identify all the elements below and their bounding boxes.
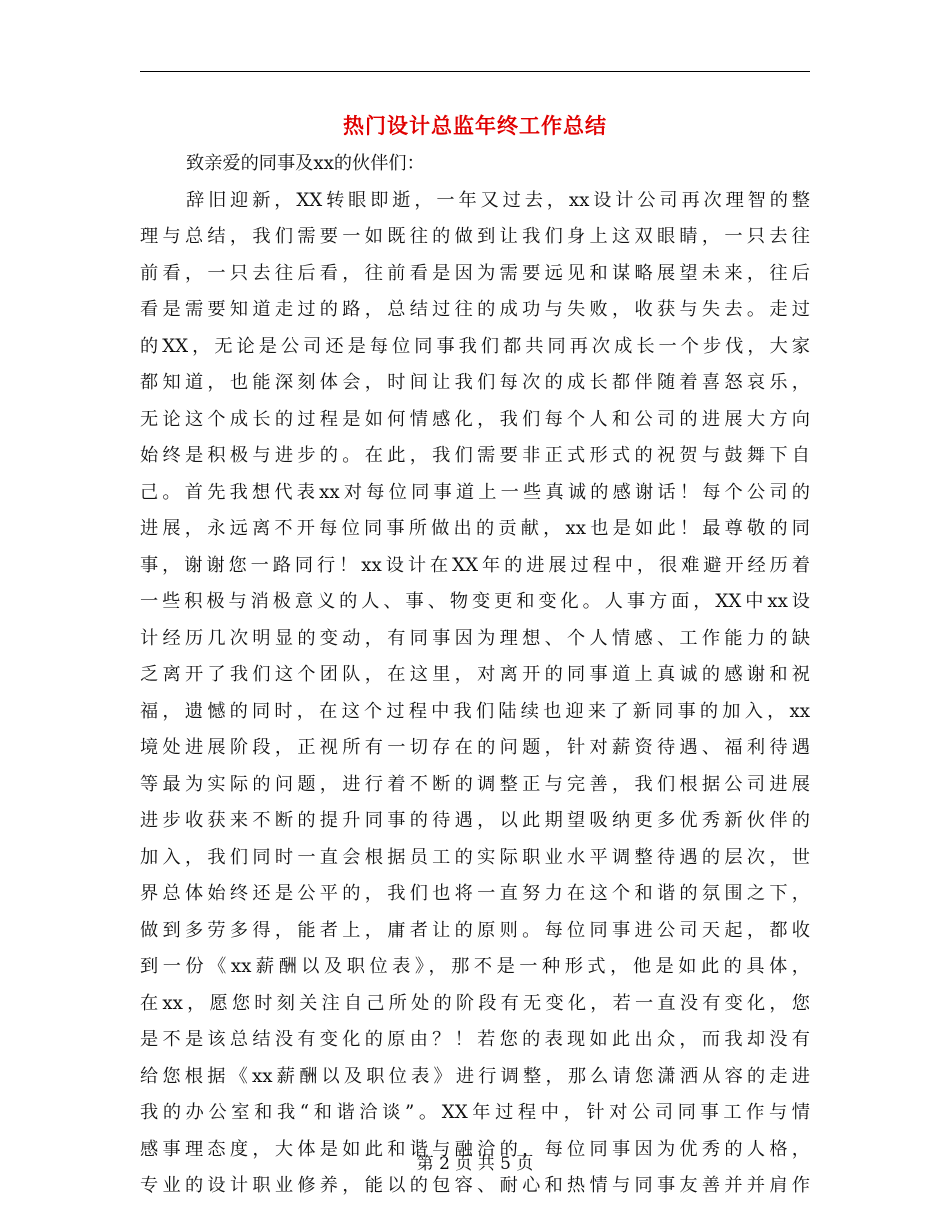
paragraph-line: 到一份《xx薪酬以及职位表》，那不是一种形式，他是如此的具体， bbox=[140, 956, 810, 977]
paragraph-line: 境处进展阶段，正视所有一切存在的问题，针对薪资待遇、福利待遇 bbox=[140, 737, 810, 758]
paragraph-line: 是不是该总结没有变化的原由？！若您的表现如此出众，而我却没有 bbox=[140, 1029, 810, 1050]
header-rule bbox=[140, 71, 810, 72]
paragraph-line: 乏离开了我们这个团队，在这里，对离开的同事道上真诚的感谢和祝 bbox=[140, 664, 810, 685]
paragraph-line: 一些积极与消极意义的人、事、物变更和变化。人事方面，XX中xx设 bbox=[140, 591, 810, 612]
paragraph-line: 加入，我们同时一直会根据员工的实际职业水平调整待遇的层次，世 bbox=[140, 846, 810, 868]
paragraph-line: 事，谢谢您一路同行！xx设计在XX年的进展过程中，很难避开经历着 bbox=[140, 554, 810, 576]
paragraph-line: 辞旧迎新，XX转眼即逝，一年又过去，xx设计公司再次理智的整 bbox=[186, 189, 810, 211]
paragraph-line: 专业的设计职业修养，能以的包容、耐心和热情与同事友善并并肩作 bbox=[140, 1175, 810, 1196]
document-title: 热门设计总监年终工作总结 bbox=[343, 113, 607, 138]
paragraph-line: 我的办公室和我“和谐洽谈”。XX年过程中，针对公司同事工作与情 bbox=[140, 1102, 810, 1123]
document-body bbox=[140, 146, 810, 1205]
paragraph-line: 无论这个成长的过程是如何情感化，我们每个人和公司的进展大方向 bbox=[140, 408, 810, 430]
paragraph-line: 给您根据《xx薪酬以及职位表》进行调整，那么请您潇洒从容的走进 bbox=[140, 1065, 810, 1087]
paragraph-line: 进展，永远离不开每位同事所做出的贡献，xx也是如此！最尊敬的同 bbox=[140, 518, 810, 539]
paragraph-line: 等最为实际的问题，进行着不断的调整正与完善，我们根据公司进展 bbox=[140, 773, 810, 795]
paragraph-line: 做到多劳多得，能者上，庸者让的原则。每位同事进公司天起，都收 bbox=[140, 919, 810, 941]
paragraph-line: 福，遗憾的同时，在这个过程中我们陆续也迎来了新同事的加入，xx bbox=[140, 700, 810, 722]
paragraph-line: 界总体始终还是公平的，我们也将一直努力在这个和谐的氛围之下， bbox=[140, 883, 810, 904]
paragraph-line: 前看，一只去往后看，往前看是因为需要远见和谋略展望未来，往后 bbox=[140, 262, 810, 284]
salutation-line: 致亲爱的同事及xx的伙伴们： bbox=[186, 153, 425, 174]
page-number-footer: 第 2 页 共 5 页 bbox=[416, 1154, 534, 1174]
paragraph-line: 理与总结，我们需要一如既往的做到让我们身上这双眼睛，一只去往 bbox=[140, 226, 810, 247]
paragraph-line: 在xx，愿您时刻关注自己所处的阶段有无变化，若一直没有变化，您 bbox=[140, 992, 810, 1014]
paragraph-line: 计经历几次明显的变动，有同事因为理想、个人情感、工作能力的缺 bbox=[140, 627, 810, 649]
paragraph-line: 己。首先我想代表xx对每位同事道上一些真诚的感谢话！每个公司的 bbox=[140, 481, 810, 503]
paragraph-line: 看是需要知道走过的路，总结过往的成功与失败，收获与失去。走过 bbox=[140, 299, 810, 320]
paragraph-line: 始终是积极与进步的。在此，我们需要非正式形式的祝贺与鼓舞下自 bbox=[140, 445, 810, 466]
paragraph-line: 都知道，也能深刻体会，时间让我们每次的成长都伴随着喜怒哀乐， bbox=[140, 372, 810, 393]
paragraph-line: 进步收获来不断的提升同事的待遇，以此期望吸纳更多优秀新伙伴的 bbox=[140, 810, 810, 831]
paragraph-line: 的XX，无论是公司还是每位同事我们都共同再次成长一个步伐，大家 bbox=[140, 335, 810, 357]
paragraph-line: 感事理态度，大体是如此和谐与融洽的，每位同事因为优秀的人格， bbox=[140, 1138, 810, 1160]
